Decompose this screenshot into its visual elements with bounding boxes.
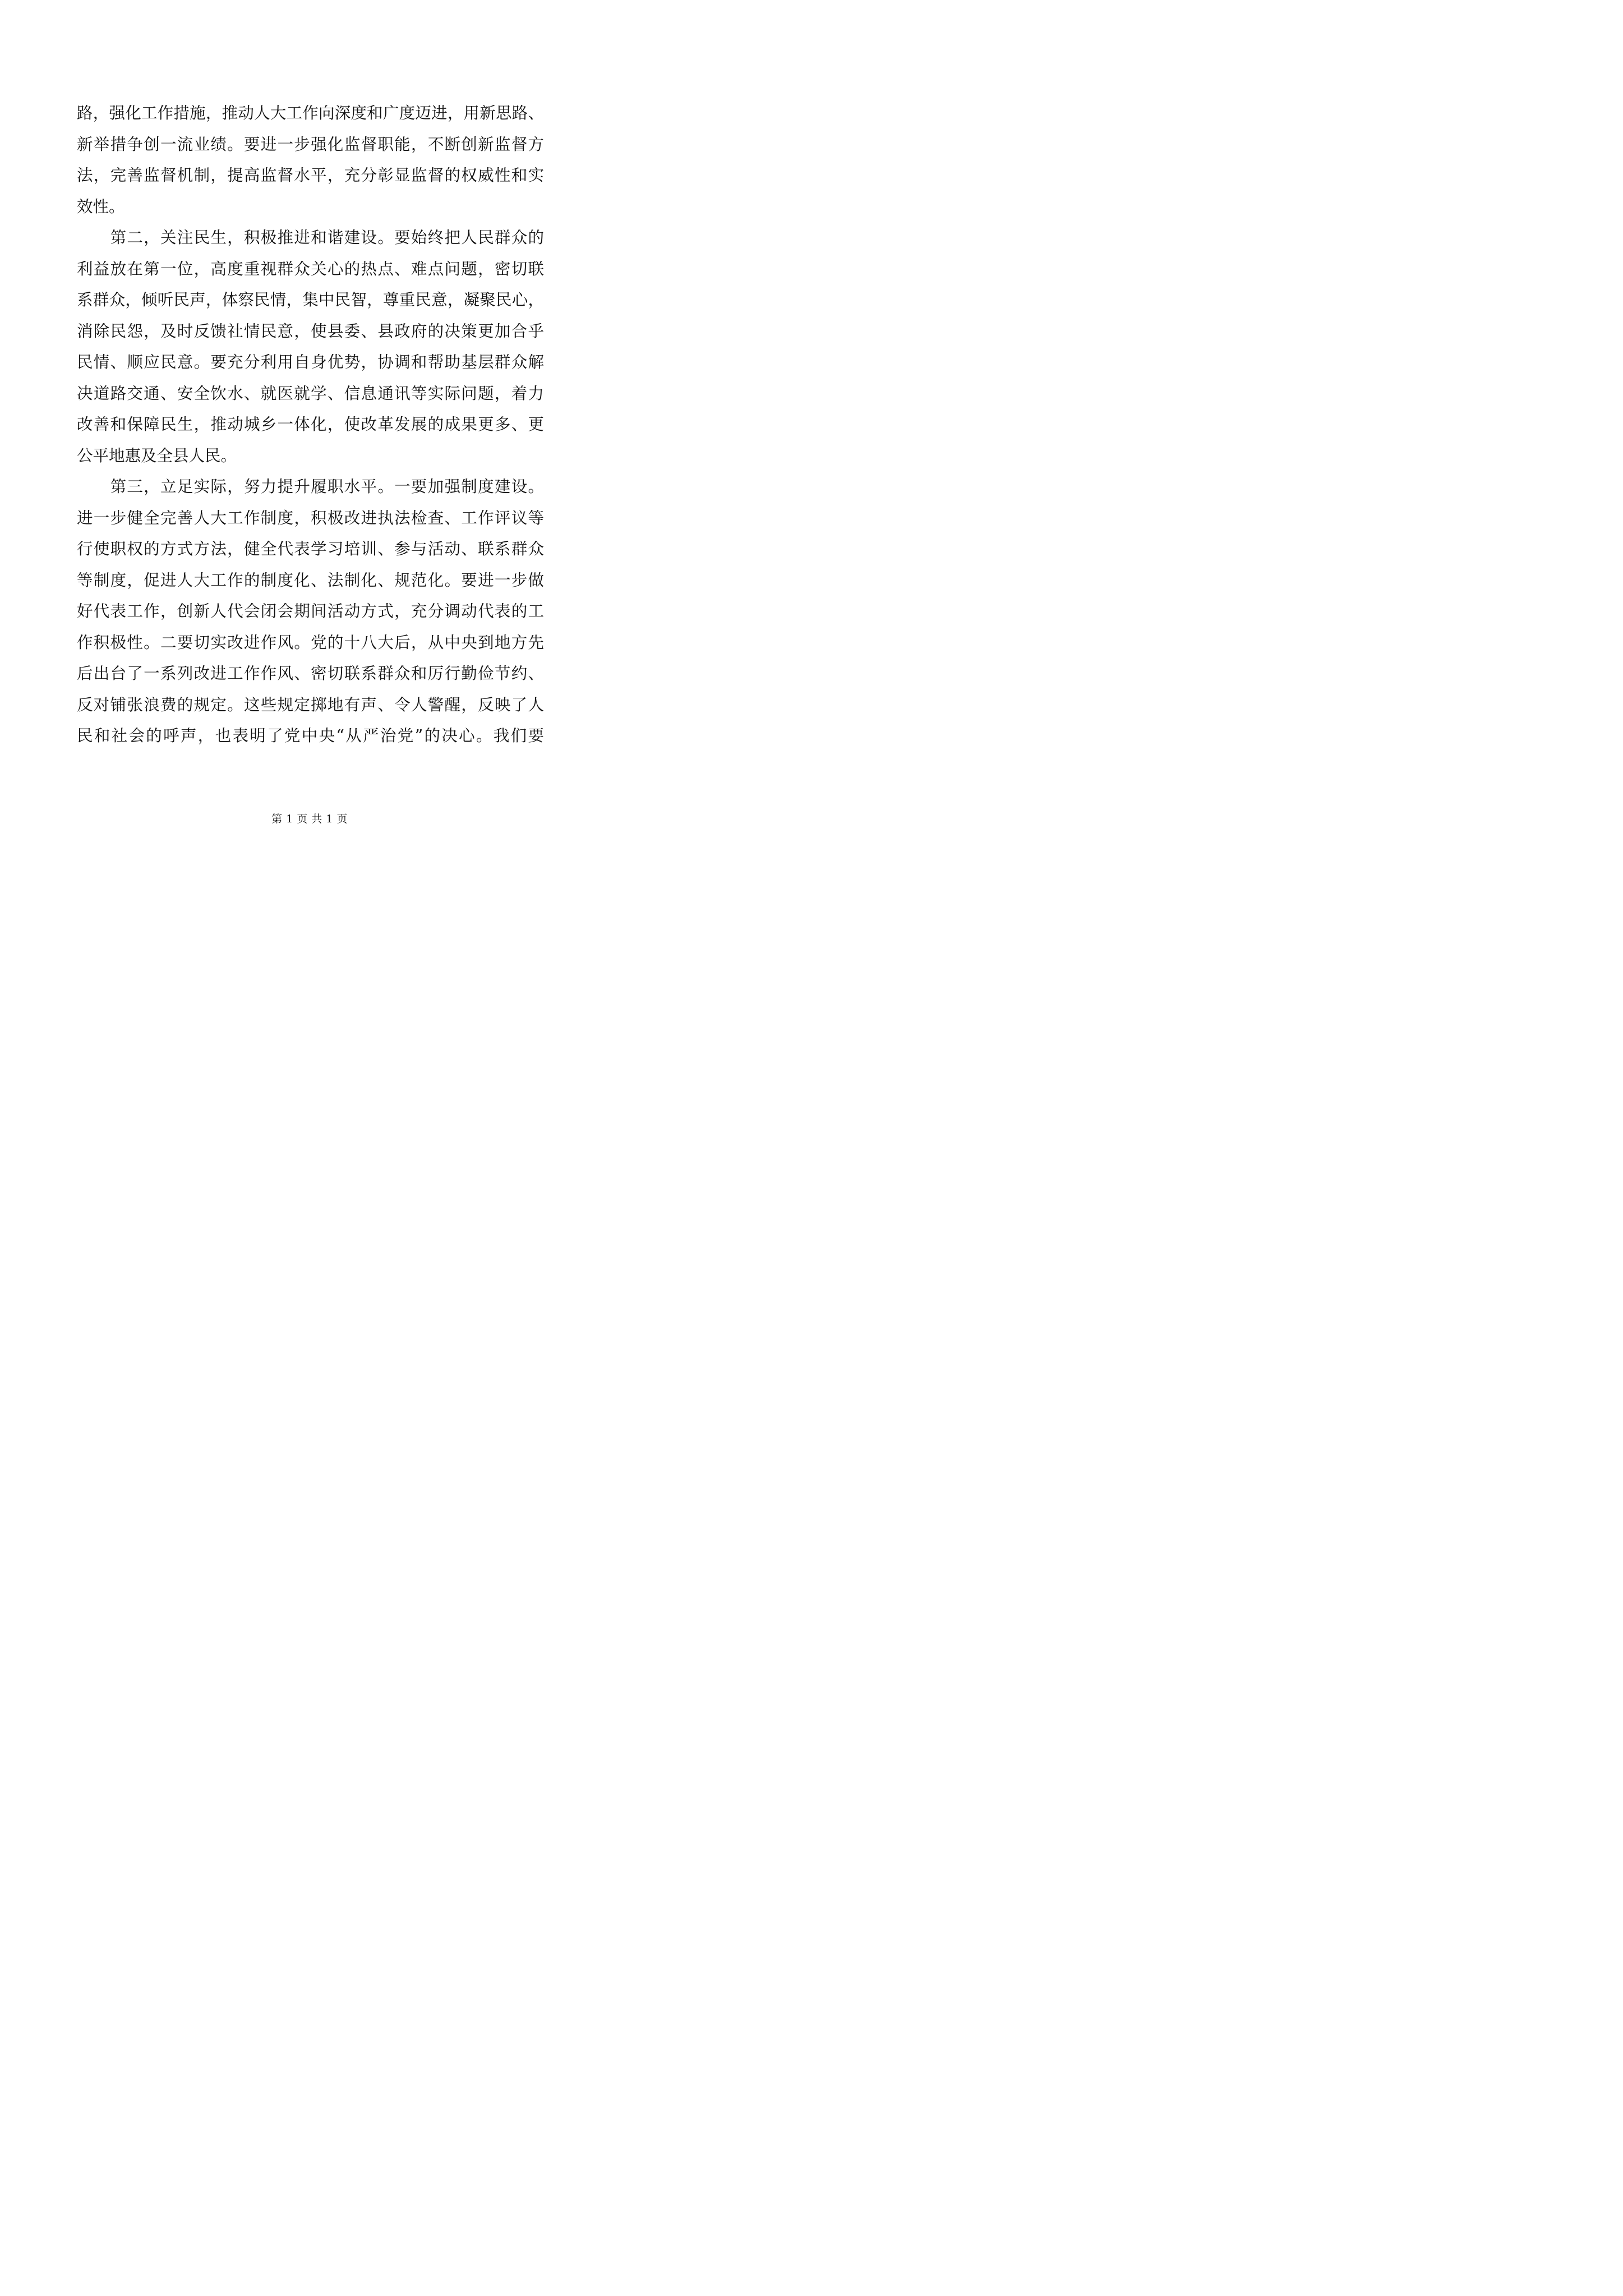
text-line: 新举措争创一流业绩。要进一步强化监督职能，不断创新监督方 (77, 135, 544, 154)
text-line: 作积极性。二要切实改进作风。党的十八大后，从中央到地方先 (77, 633, 544, 652)
text-line: 效性。 (77, 197, 125, 216)
text-line: 民和社会的呼声，也表明了党中央“从严治党”的决心。我们要 (77, 726, 544, 745)
text-line: 第二，关注民生，积极推进和谐建设。要始终把人民群众的 (77, 228, 544, 247)
text-line: 法，完善监督机制，提高监督水平，充分彰显监督的权威性和实 (77, 166, 544, 185)
text-line: 公平地惠及全县人民。 (77, 446, 237, 465)
text-line: 进一步健全完善人大工作制度，积极改进执法检查、工作评议等 (77, 508, 544, 527)
text-line: 改善和保障民生，推动城乡一体化，使改革发展的成果更多、更 (77, 415, 544, 434)
text-line: 行使职权的方式方法，健全代表学习培训、参与活动、联系群众 (77, 540, 544, 558)
text-line: 等制度，促进人大工作的制度化、法制化、规范化。要进一步做 (77, 570, 544, 590)
document-page (0, 0, 619, 876)
text-line: 决道路交通、安全饮水、就医就学、信息通讯等实际问题，着力 (77, 384, 544, 403)
text-line: 利益放在第一位，高度重视群众关心的热点、难点问题，密切联 (77, 259, 544, 278)
text-line: 好代表工作，创新人代会闭会期间活动方式，充分调动代表的工 (77, 602, 544, 620)
text-line: 第三，立足实际，努力提升履职水平。一要加强制度建设。 (77, 477, 544, 496)
text-line: 后出台了一系列改进工作作风、密切联系群众和厉行勤俭节约、 (77, 664, 544, 683)
text-line: 消除民怨，及时反馈社情民意，使县委、县政府的决策更加合乎 (77, 321, 544, 341)
body-text (77, 98, 544, 752)
text-line: 路，强化工作措施，推动人大工作向深度和广度迈进，用新思路、 (77, 104, 544, 122)
text-line: 系群众，倾听民声，体察民情，集中民智，尊重民意，凝聚民心， (77, 291, 544, 309)
text-line: 民情、顺应民意。要充分利用自身优势，协调和帮助基层群众解 (77, 353, 544, 371)
text-line: 反对铺张浪费的规定。这些规定掷地有声、令人警醒，反映了人 (77, 695, 544, 714)
page-footer: 第 1 页 共 1 页 (271, 813, 348, 825)
